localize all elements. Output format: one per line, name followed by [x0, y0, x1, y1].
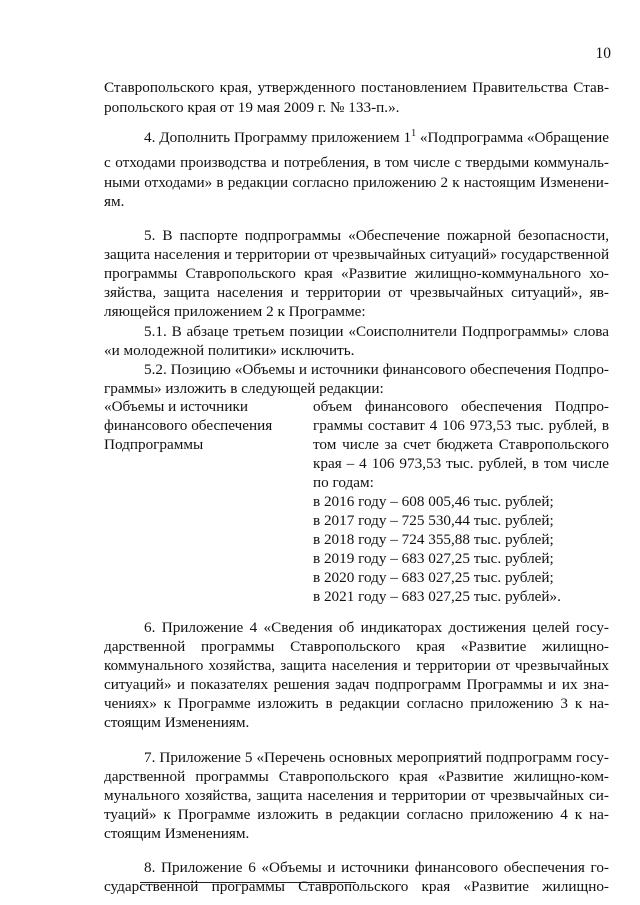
text-line: мунального хозяйства, защита населения и территории от чрезвычайных си-: [104, 787, 609, 804]
text-line: «и молодежной политики» исключить.: [104, 342, 355, 359]
text-line: ситуаций» и показателях решения задач подпрограмм Программы и их зна-: [104, 676, 609, 693]
table-value-line: в 2021 году – 683 027,25 тыс. рублей».: [313, 588, 561, 605]
text-line: коммунального хозяйства, защита населения и территории от чрезвычайных: [104, 657, 609, 674]
text-line: 5.1. В абзаце третьем позиции «Соисполнители Подпрограммы» слова: [144, 323, 609, 340]
paragraph-4-suffix: «Подпрограмма «Обращение: [416, 129, 609, 146]
text-line: 8. Приложение 6 «Объемы и источники финансового обеспечения го-: [144, 859, 609, 876]
text-line: 5.2. Позицию «Объемы и источники финансового обеспечения Подпро-: [144, 361, 609, 378]
text-line: программы Ставропольского края «Развитие жилищно-коммунального хо-: [104, 265, 609, 282]
text-line: с отходами производства и потребления, в том числе с твердыми коммуналь-: [104, 154, 609, 171]
text-line: граммы» изложить в следующей редакции:: [104, 380, 384, 397]
table-value-line: края – 4 106 973,53 тыс. рублей, в том числе: [313, 455, 609, 472]
text-line: 5. В паспорте подпрограммы «Обеспечение пожарной безопасности,: [144, 227, 609, 244]
text-line: сударственной программы Ставропольского края «Развитие жилищно-: [104, 878, 609, 895]
table-value-line: по годам:: [313, 474, 374, 491]
table-label-line: Подпрограммы: [104, 436, 204, 453]
table-value-line: объем финансового обеспечения Подпро-: [313, 398, 609, 415]
paragraph-4-first-line: [144, 128, 609, 147]
table-value-line: в 2019 году – 683 027,25 тыс. рублей;: [313, 550, 554, 567]
text-line: ляющейся приложением 2 к Программе:: [104, 303, 366, 320]
text-line: защита населения и территории от чрезвычайных ситуаций» государственной: [104, 246, 610, 263]
table-label-line: «Объемы и источники: [104, 398, 248, 415]
table-value-line: в 2016 году – 608 005,46 тыс. рублей;: [313, 493, 554, 510]
table-value-line: граммы составит 4 106 973,53 тыс. рублей, в: [313, 417, 609, 434]
text-line: ными отходами» в редакции согласно приложению 2 к настоящим Изменени-: [104, 174, 609, 191]
table-value-line: в 2020 году – 683 027,25 тыс. рублей;: [313, 569, 554, 586]
text-line: 7. Приложение 5 «Перечень основных мероприятий подпрограмм госу-: [144, 749, 609, 766]
footnote-superscript: 1: [411, 127, 417, 139]
text-line: стоящим Изменениям.: [104, 825, 250, 842]
text-line: стоящим Изменениям.: [104, 714, 250, 731]
paragraph-4-prefix: 4. Дополнить Программу приложением 1: [144, 129, 412, 146]
text-line: дарственной программы Ставропольского края «Развитие жилищно-: [104, 638, 609, 655]
table-label-line: финансового обеспечения: [104, 417, 273, 434]
footnote-divider: [140, 882, 356, 883]
text-line: ропольского края от 19 мая 2009 г. № 133-п.».: [104, 99, 400, 116]
table-value-line: в 2017 году – 725 530,44 тыс. рублей;: [313, 512, 554, 529]
table-value-line: в 2018 году – 724 355,88 тыс. рублей;: [313, 531, 554, 548]
text-line: чениях» к Программе изложить в редакции согласно приложению 3 к на-: [104, 695, 609, 712]
table-value-line: том числе за счет бюджета Ставропольского: [313, 436, 609, 453]
page-number: 10: [595, 45, 611, 62]
text-line: зяйства, защита населения и территории от чрезвычайных ситуаций», яв-: [104, 284, 609, 301]
text-line: дарственной программы Ставропольского края «Развитие жилищно-ком-: [104, 768, 609, 785]
text-line: туаций» к Программе изложить в редакции согласно приложению 4 к на-: [104, 806, 609, 823]
text-line: 6. Приложение 4 «Сведения об индикаторах достижения целей госу-: [144, 619, 609, 636]
text-line: ям.: [104, 193, 125, 210]
text-line: Ставропольского края, утвержденного постановлением Правительства Став-: [104, 79, 609, 96]
